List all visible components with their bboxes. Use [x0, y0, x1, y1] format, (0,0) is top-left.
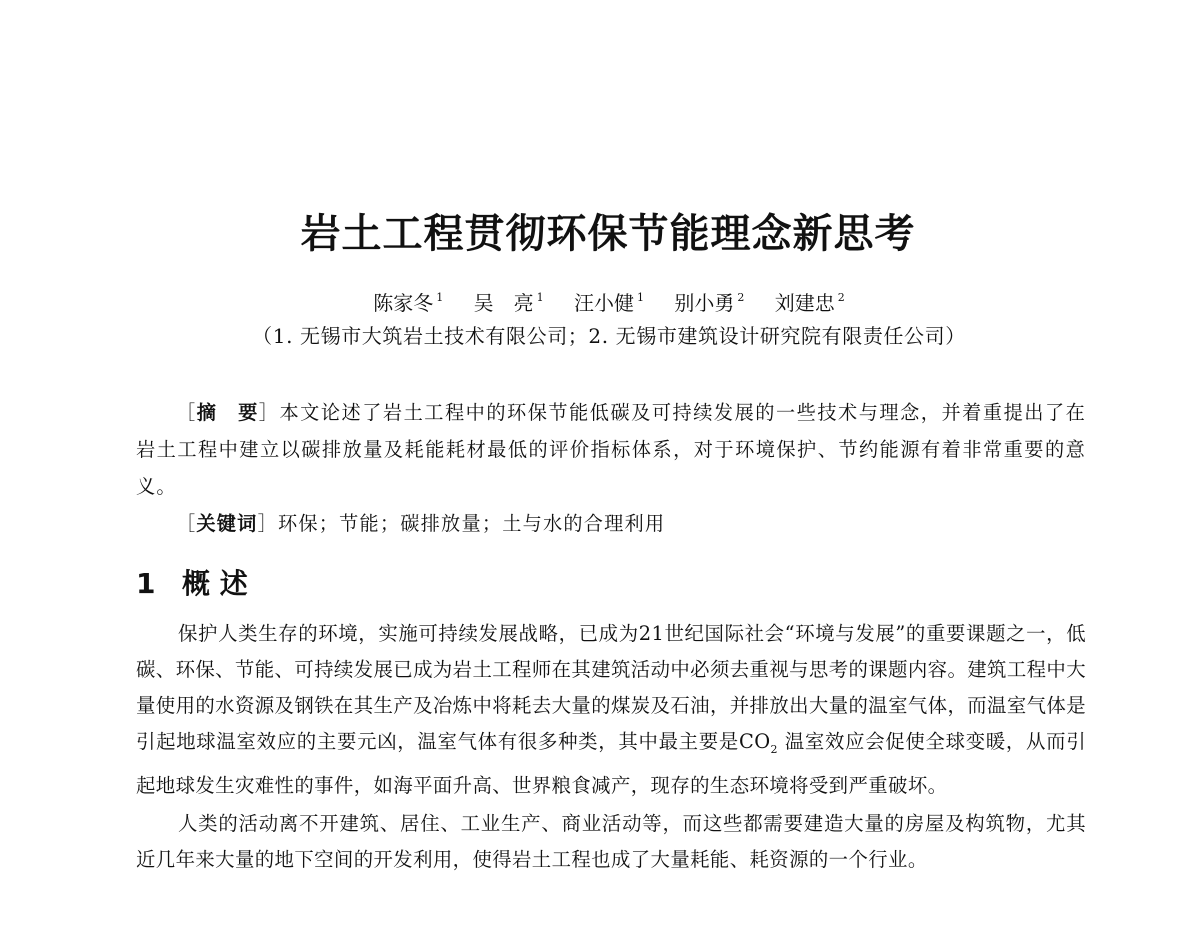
affiliations: （1. 无锡市大筑岩土技术有限公司；2. 无锡市建筑设计研究院有限责任公司） — [252, 324, 966, 348]
author-name: 刘建忠 — [774, 291, 835, 315]
co2-formula: $CO_2$ — [738, 730, 778, 756]
author-affiliation-mark: 2 — [737, 291, 745, 304]
author — [775, 282, 845, 319]
author-affiliation-mark: 1 — [637, 291, 644, 304]
body-paragraph: 保护人类生存的环境，实施可持续发展战略，已成为21世纪国际社会“环境与发展”的重要课题之一，低碳、环保、节能、可持续发展已成为岩土工程师在其建筑活动中必须去重视与思考的课题内容。建筑工程中大量使用的水资源及钢铁在其生产及冶炼中将耗去大量的煤炭及石油，并排放出大量的温室气体，而温室气体是引起地球温室效应的主要元凶，温室气体有很多种类，其中最主要是$CO_2$ 温室效应会促使全球变暖，从而引起地球发生灾难性的事件，如海平面升高、世界粮食减产，现存的生态环境将受到严重破坏。 — [136, 622, 1086, 797]
paper-title: 岩土工程贯彻环保节能理念新思考 — [300, 210, 916, 257]
abstract-label: 摘 要 — [196, 401, 259, 424]
author-affiliation-mark: 1 — [536, 291, 544, 304]
body-paragraph: 人类的活动离不开建筑、居住、工业生产、商业活动等，而这些都需要建造大量的房屋及构筑物，尤其近几年来大量的地下空间的开发利用，使得岩土工程也成了大量耗能、耗资源的一个行业。 — [136, 811, 1086, 871]
keywords-text: 环保；节能；碳排放量；土与水的合理利用 — [277, 512, 666, 535]
author — [674, 282, 744, 319]
author-affiliation-mark: 2 — [837, 291, 845, 304]
author-name: 陈家冬 — [373, 291, 434, 315]
section-title: 概 述 — [182, 567, 248, 600]
author-list — [0, 282, 1200, 319]
section-heading — [136, 562, 248, 606]
author-name: 别小勇 — [674, 291, 735, 315]
section-number: 1 — [136, 567, 156, 600]
keywords-paragraph: ［关键词］环保；节能；碳排放量；土与水的合理利用 — [176, 512, 666, 535]
keywords-label: 关键词 — [196, 512, 258, 535]
author-name: 吴 亮 — [473, 291, 534, 315]
abstract-block — [136, 394, 1086, 542]
author — [373, 282, 443, 319]
author-name: 汪小健 — [574, 291, 634, 315]
author — [574, 282, 644, 319]
author — [474, 282, 544, 319]
abstract-paragraph: ［摘 要］本文论述了岩土工程中的环保节能低碳及可持续发展的一些技术与理念，并着重提出了在岩土工程中建立以碳排放量及耗能耗材最低的评价指标体系，对于环境保护、节约能源有着非常重要的意义。 — [136, 401, 1087, 498]
author-affiliation-mark: 1 — [436, 291, 444, 304]
section-body — [136, 616, 1086, 880]
abstract-text: 本文论述了岩土工程中的环保节能低碳及可持续发展的一些技术与理念，并着重提出了在岩土工程中建立以碳排放量及耗能耗材最低的评价指标体系，对于环境保护、节约能源有着非常重要的意义。 — [136, 401, 1087, 498]
